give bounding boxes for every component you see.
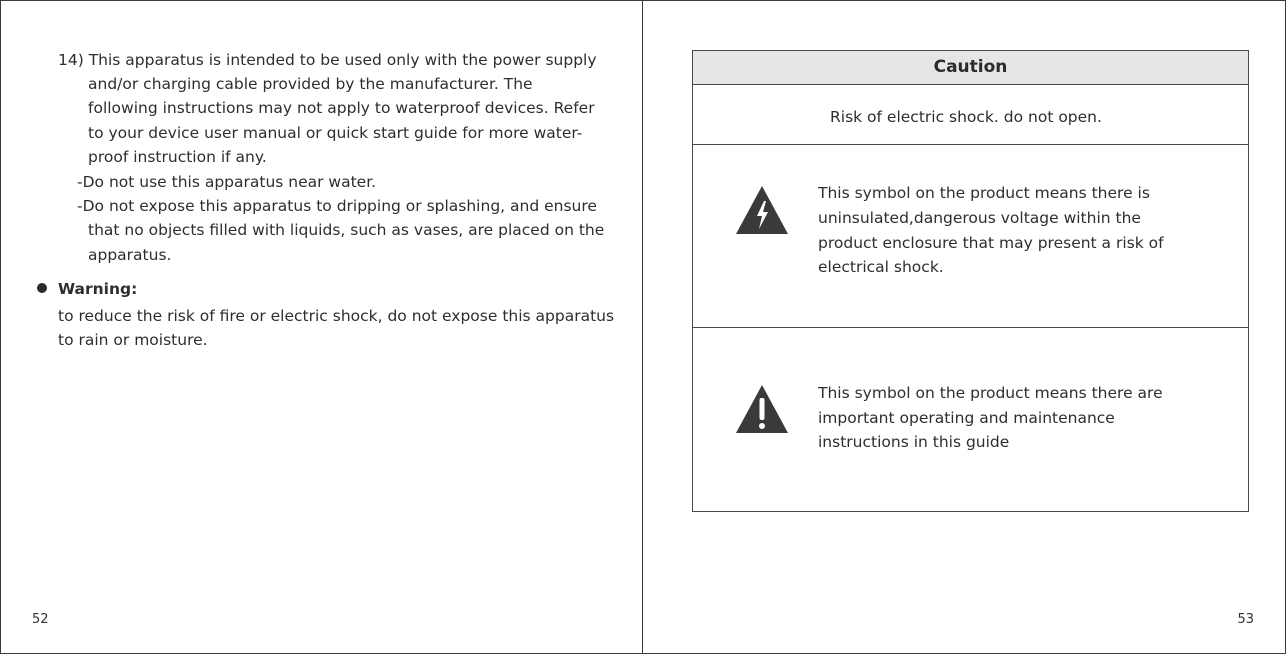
page-left — [0, 0, 643, 654]
symbol2-line-2: important operating and maintenance — [818, 409, 1115, 427]
dash-line-4: apparatus. — [88, 246, 172, 264]
caution-text: Risk of electric shock. do not open. — [830, 108, 1102, 126]
page-number-right: 53 — [1237, 612, 1254, 627]
symbol1-line-4: electrical shock. — [818, 258, 944, 276]
item14-line-2: and/or charging cable provided by the manufacturer. The — [88, 75, 533, 93]
divider — [693, 327, 1248, 328]
symbol1-line-1: This symbol on the product means there is — [818, 184, 1150, 202]
symbol2-line-3: instructions in this guide — [818, 433, 1010, 451]
warning-title: Warning: — [58, 280, 138, 298]
warning-line-2: to rain or moisture. — [58, 331, 208, 349]
caution-box — [692, 50, 1249, 512]
dash-line-3: that no objects filled with liquids, such as vases, are placed on the — [88, 221, 605, 239]
dash-line-2: -Do not expose this apparatus to dripping or splashing, and ensure — [77, 197, 597, 215]
divider — [693, 144, 1248, 145]
caution-title: Caution — [693, 51, 1248, 85]
warning-line-1: to reduce the risk of fire or electric shock, do not expose this apparatus — [58, 307, 615, 325]
item14-line-3: following instructions may not apply to waterproof devices. Refer — [88, 99, 595, 117]
page-number-left: 52 — [32, 612, 49, 627]
item14-line-1: 14) This apparatus is intended to be used only with the power supply — [58, 51, 597, 69]
bullet-icon — [37, 283, 47, 293]
symbol1-line-2: uninsulated,dangerous voltage within the — [818, 209, 1141, 227]
item14-line-4: to your device user manual or quick start guide for more water- — [88, 124, 583, 142]
item14-line-5: proof instruction if any. — [88, 148, 267, 166]
symbol2-line-1: This symbol on the product means there are — [818, 384, 1163, 402]
symbol1-line-3: product enclosure that may present a risk of — [818, 234, 1164, 252]
exclamation-triangle-icon — [735, 384, 789, 434]
lightning-triangle-icon — [735, 185, 789, 235]
dash-line-1: -Do not use this apparatus near water. — [77, 173, 377, 191]
